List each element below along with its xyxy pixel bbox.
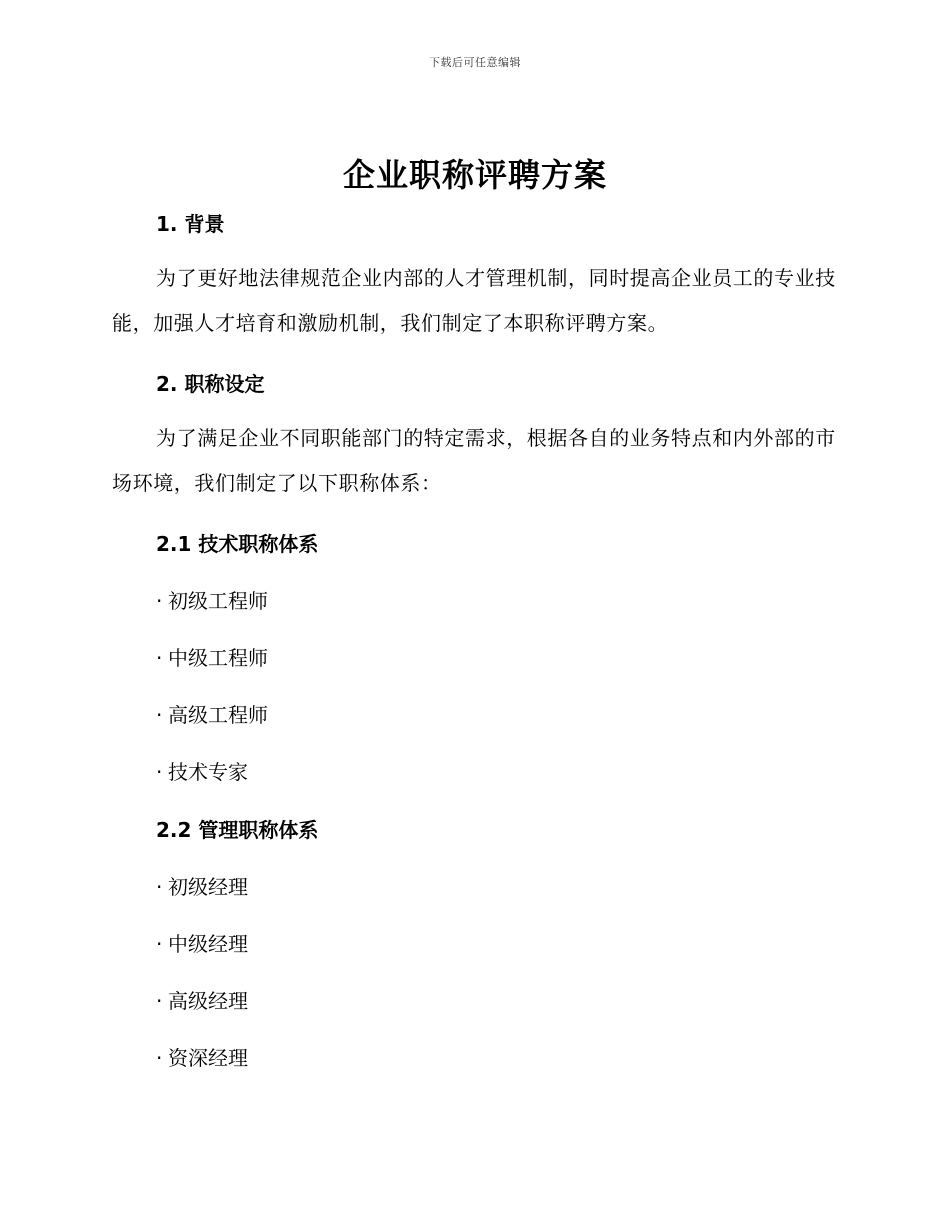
list-item-label: 高级工程师	[168, 703, 268, 727]
document-title: 企业职称评聘方案	[342, 156, 607, 194]
list-item	[156, 699, 268, 728]
list-item-label: 中级经理	[168, 932, 248, 956]
section-paragraph-background: 为了更好地法律规范企业内部的人才管理机制，同时提高企业员工的专业技能，加强人才培育和激励机制，我们制定了本职称评聘方案。	[112, 266, 836, 335]
subsection-heading-management: 2.2 管理职称体系	[156, 818, 319, 842]
list-item	[156, 985, 248, 1014]
list-item-label: 资深经理	[168, 1046, 248, 1070]
list-item	[156, 928, 248, 957]
bullet-icon: ·	[156, 760, 163, 784]
subsection-heading-technical: 2.1 技术职称体系	[156, 532, 319, 556]
section-paragraph-title-setting: 为了满足企业不同职能部门的特定需求，根据各自的业务特点和内外部的市场环境，我们制定了以下职称体系：	[112, 426, 836, 495]
list-item-label: 中级工程师	[168, 646, 268, 670]
section-heading-background: 1. 背景	[156, 212, 225, 236]
list-item-label: 初级工程师	[168, 589, 268, 613]
list-item	[156, 871, 248, 900]
bullet-icon: ·	[156, 1046, 163, 1070]
bullet-icon: ·	[156, 589, 163, 613]
bullet-icon: ·	[156, 703, 163, 727]
section-heading-title-setting: 2. 职称设定	[156, 372, 265, 396]
header-note: 下载后可任意编辑	[429, 56, 521, 69]
list-item	[156, 1042, 248, 1071]
list-item-label: 技术专家	[168, 760, 248, 784]
list-item	[156, 756, 248, 785]
list-item	[156, 642, 268, 671]
bullet-icon: ·	[156, 989, 163, 1013]
bullet-icon: ·	[156, 932, 163, 956]
list-item-label: 初级经理	[168, 875, 248, 899]
bullet-icon: ·	[156, 646, 163, 670]
bullet-icon: ·	[156, 875, 163, 899]
list-item-label: 高级经理	[168, 989, 248, 1013]
list-item	[156, 585, 268, 614]
